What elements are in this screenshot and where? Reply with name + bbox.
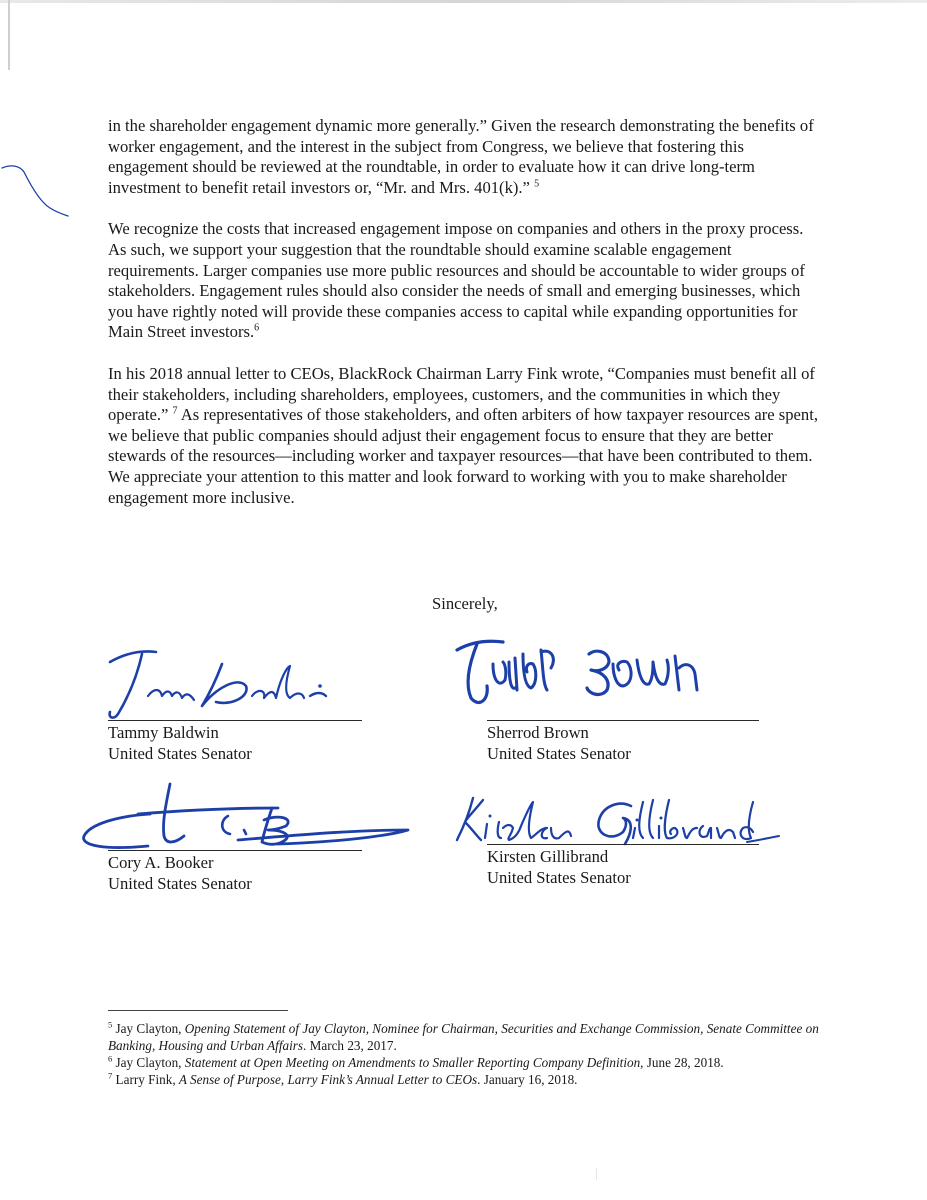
signatory-title: United States Senator (108, 874, 252, 893)
footnote-ref-5: 5 (534, 178, 540, 190)
footnote-ref-6: 6 (254, 322, 260, 334)
footnote-7: $^7$ Larry Fink, A Sense of Purpose, Larry Fink’s Annual Letter to CEOs. January 16, 2018. (108, 1070, 578, 1087)
signatory-name: Cory A. Booker (108, 853, 214, 872)
scan-edge-line (0, 0, 927, 3)
footnote-5: $^5$ Jay Clayton, Opening Statement of Jay Clayton, Nominee for Chairman, Securities and Exchange Commission, Senate Committee on Banking, Housing and Urban Affairs. March 23, 2017. (108, 1019, 819, 1053)
footnotes (108, 1020, 828, 1088)
paragraph-1: in the shareholder engagement dynamic more generally.” Given the research demonstrating the benefits of worker engagement, and the interest in the subject from Congress, we believe that fostering this engagement should be reviewed at the roundtable, in order to evaluate how it can drive long-term investment to benefit retail investors or, “Mr. and Mrs. 401(k).” $^5$ (108, 116, 814, 197)
scan-edge-mark (8, 0, 10, 70)
footnote-separator (108, 1010, 288, 1011)
signatory-name: Sherrod Brown (487, 723, 589, 742)
footnote-6: $^6$ Jay Clayton, Statement at Open Meeting on Amendments to Smaller Reporting Company Definition, June 28, 2018. (108, 1053, 724, 1070)
signatory-title: United States Senator (487, 868, 631, 887)
signature-gillibrand (447, 788, 787, 850)
signatory-name: Kirsten Gillibrand (487, 847, 609, 866)
signature-line (487, 720, 759, 721)
paragraph-3: In his 2018 annual letter to CEOs, BlackRock Chairman Larry Fink wrote, “Companies must benefit all of their stakeholders, including shareholders, employees, customers, and the communities in which they operate.” $^7$ As representatives of those stakeholders, and often arbiters of how taxpayer resources are spent, we believe that public companies should adjust their engagement focus to ensure that they are better stewards of the resources—including worker and taxpayer resources—that have been contributed to them. We appreciate your attention to this matter and look forward to working with you to make shareholder engagement more inclusive. (108, 363, 818, 507)
signature-line (487, 844, 759, 845)
letter-body (108, 116, 820, 529)
signature-baldwin (104, 640, 354, 724)
paragraph-2: We recognize the costs that increased engagement impose on companies and others in the proxy process. As such, we support your suggestion that the roundtable should examine scalable engagement requirements. Larger companies use more public resources and should be accountable to wider groups of stakeholders. Engagement rules should also consider the needs of small and emerging businesses, which you have rightly noted will provide these companies access to capital while expanding opportunities for Main Street investors.$^6$ (108, 219, 805, 342)
footnote-ref-7: 7 (172, 405, 178, 417)
signature-line (108, 720, 362, 721)
signature-brown (447, 628, 737, 720)
signature-line (108, 850, 362, 851)
margin-pen-mark (0, 150, 80, 230)
signatory-title: United States Senator (487, 744, 631, 763)
signatory-title: United States Senator (108, 744, 252, 763)
closing-salutation: Sincerely, (432, 594, 498, 613)
scan-speck (596, 1168, 603, 1180)
signatory-name: Tammy Baldwin (108, 723, 219, 742)
